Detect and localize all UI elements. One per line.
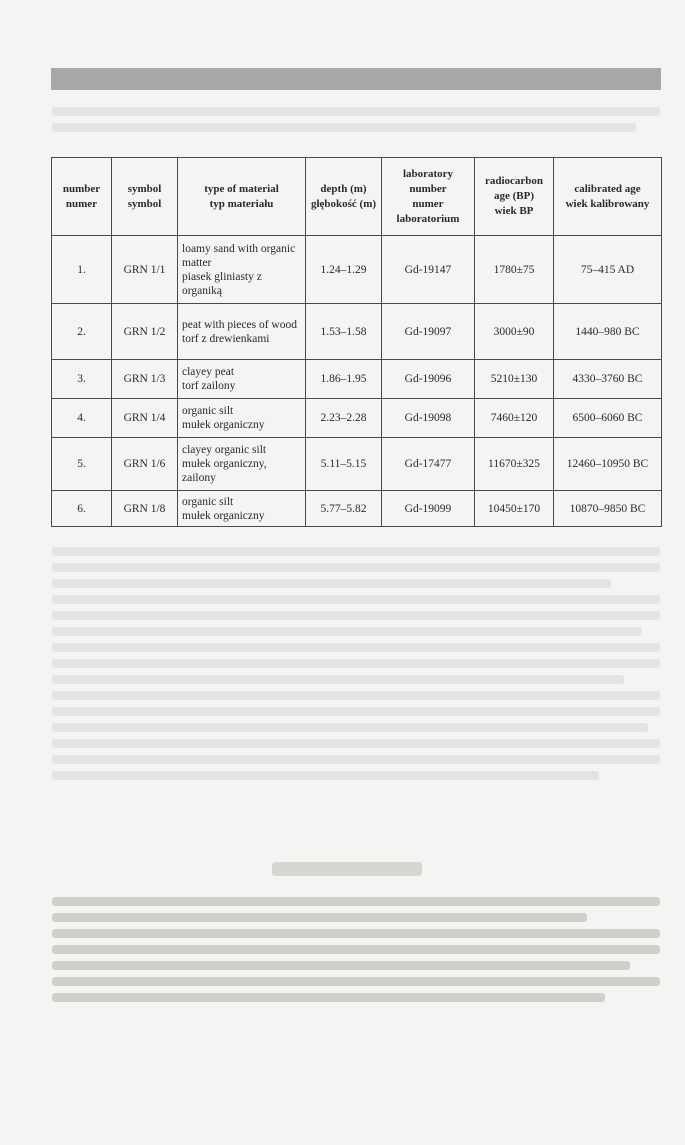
cell-material: loamy sand with organic matter piasek gliniasty z organiką: [178, 236, 306, 304]
table-row: [52, 438, 662, 491]
cell-material: organic silt mułek organiczny: [178, 491, 306, 527]
cell-number: 3.: [52, 360, 112, 399]
table-row: [52, 491, 662, 527]
cell-number: 4.: [52, 399, 112, 438]
cell-number: 1.: [52, 236, 112, 304]
cell-depth: 1.24–1.29: [306, 236, 382, 304]
header-number: number numer: [52, 158, 112, 236]
cell-depth: 2.23–2.28: [306, 399, 382, 438]
cell-symbol: GRN 1/8: [112, 491, 178, 527]
cell-bp: 5210±130: [475, 360, 554, 399]
table-row: [52, 236, 662, 304]
cell-bp: 3000±90: [475, 304, 554, 360]
cell-number: 6.: [52, 491, 112, 527]
cell-lab: Gd-19097: [382, 304, 475, 360]
cell-number: 2.: [52, 304, 112, 360]
header-symbol: symbol symbol: [112, 158, 178, 236]
page-header-bar: [51, 68, 661, 90]
cell-bp: 1780±75: [475, 236, 554, 304]
table-row: [52, 304, 662, 360]
cell-depth: 1.86–1.95: [306, 360, 382, 399]
cell-cal: 12460–10950 BC: [554, 438, 662, 491]
table-row: [52, 360, 662, 399]
cell-symbol: GRN 1/4: [112, 399, 178, 438]
table-row: [52, 399, 662, 438]
cell-symbol: GRN 1/1: [112, 236, 178, 304]
cell-material: peat with pieces of wood torf z drewienkami: [178, 304, 306, 360]
cell-lab: Gd-19096: [382, 360, 475, 399]
faded-text-top: [52, 100, 660, 139]
header-lab-number: laboratory number numer laboratorium: [382, 158, 475, 236]
header-calibrated-age: calibrated age wiek kalibrowany: [554, 158, 662, 236]
cell-symbol: GRN 1/2: [112, 304, 178, 360]
cell-lab: Gd-19147: [382, 236, 475, 304]
cell-symbol: GRN 1/3: [112, 360, 178, 399]
faded-text-middle: [52, 540, 660, 787]
cell-cal: 6500–6060 BC: [554, 399, 662, 438]
header-material: type of material typ materiału: [178, 158, 306, 236]
cell-material: organic silt mułek organiczny: [178, 399, 306, 438]
header-radiocarbon-age: radiocarbon age (BP) wiek BP: [475, 158, 554, 236]
cell-bp: 7460±120: [475, 399, 554, 438]
cell-cal: 4330–3760 BC: [554, 360, 662, 399]
cell-depth: 5.11–5.15: [306, 438, 382, 491]
cell-depth: 5.77–5.82: [306, 491, 382, 527]
cell-symbol: GRN 1/6: [112, 438, 178, 491]
cell-material: clayey organic silt mułek organiczny, zailony: [178, 438, 306, 491]
cell-material: clayey peat torf zailony: [178, 360, 306, 399]
cell-depth: 1.53–1.58: [306, 304, 382, 360]
cell-lab: Gd-17477: [382, 438, 475, 491]
cell-lab: Gd-19098: [382, 399, 475, 438]
faded-section-heading: [272, 862, 422, 876]
header-depth: depth (m) głębokość (m): [306, 158, 382, 236]
cell-bp: 10450±170: [475, 491, 554, 527]
radiocarbon-dating-table: [51, 157, 662, 527]
cell-cal: 75–415 AD: [554, 236, 662, 304]
cell-lab: Gd-19099: [382, 491, 475, 527]
cell-cal: 1440–980 BC: [554, 304, 662, 360]
table-header-row: [52, 158, 662, 236]
cell-cal: 10870–9850 BC: [554, 491, 662, 527]
cell-bp: 11670±325: [475, 438, 554, 491]
cell-number: 5.: [52, 438, 112, 491]
faded-text-bottom: [52, 890, 660, 1009]
